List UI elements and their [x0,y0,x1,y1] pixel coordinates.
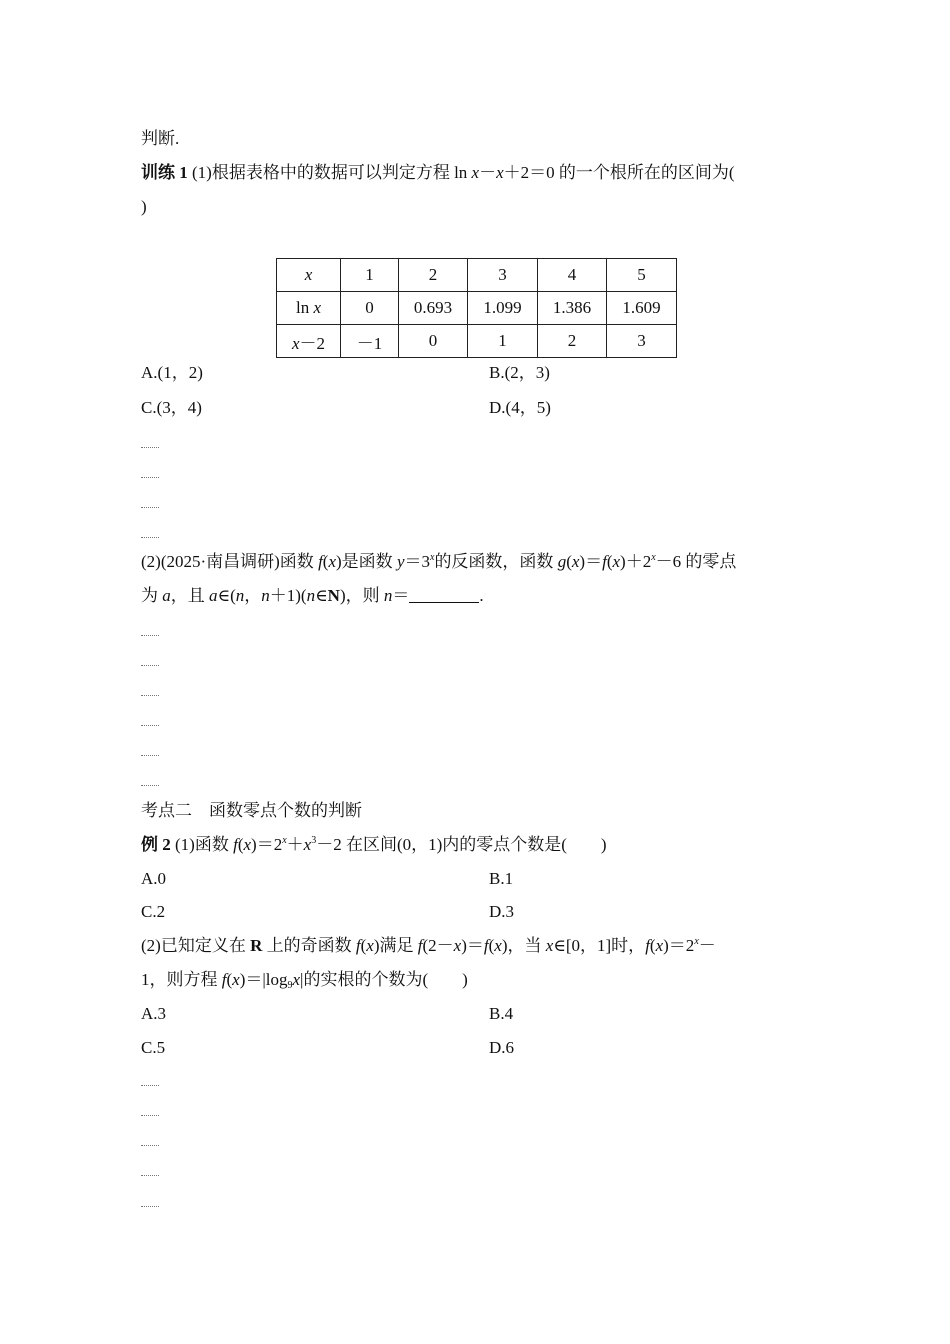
answer-dotted-line [141,477,159,478]
answer-dotted-line [141,1206,159,1207]
training-1-question-2-line-1: (2)(2025·南昌调研)函数 f(x)是函数 $y=3^x$的反函数，函数 $g(x)=f(x)+2^x-6$ 的零点 [141,552,737,571]
answer-dotted-line [141,1145,159,1146]
table-cell: 2 [538,325,607,358]
option-d: D.(4，5) [489,398,551,417]
example-label: 例 2 [141,835,171,854]
table-row [277,259,677,292]
table-cell: 1 [468,325,538,358]
training-1-question-1: 训练 1 (1)根据表格中的数据可以判定方程 ln x－x＋2＝0 的一个根所在的区间为( [141,163,735,182]
option-a: A.(1，2) [141,363,203,382]
table-cell: 3 [607,325,677,358]
table-cell: 1 [341,259,399,292]
option-d: D.6 [489,1038,515,1057]
table-cell: 5 [607,259,677,292]
training-1-question-1-close: ) [141,197,147,216]
table-cell: 0 [341,292,399,325]
table-cell: x－2 [277,325,341,358]
table-cell: ln x [277,292,341,325]
paragraph-judgement: 判断. [141,129,180,148]
option-d: D.3 [489,902,515,921]
answer-dotted-line [141,1175,159,1176]
table-cell: 0.693 [399,292,468,325]
option-a: A.0 [141,869,167,888]
example-2-question-2-line-1: (2)已知定义在 R 上的奇函数 f(x)满足 f(2－x)＝f(x)，当 x∈[0，1]时，$f(x)=2^x-$ [141,936,716,955]
answer-dotted-line [141,447,159,448]
option-c: C.2 [141,902,166,921]
option-b: B.(2，3) [489,363,550,382]
option-b: B.4 [489,1004,514,1023]
table-cell: 3 [468,259,538,292]
answer-dotted-line [141,507,159,508]
answer-dotted-line [141,635,159,636]
table-cell: 0 [399,325,468,358]
example-2-question-1: 例 2 (1)函数 $f(x)=2^x+x^3-2$ 在区间(0，1)内的零点个数是( ) [141,835,607,854]
option-a: A.3 [141,1004,167,1023]
table-cell: －1 [341,325,399,358]
answer-dotted-line [141,665,159,666]
value-table [276,258,677,358]
answer-dotted-line [141,537,159,538]
answer-dotted-line [141,1085,159,1086]
table-cell: 4 [538,259,607,292]
table-row [277,292,677,325]
table-cell: 1.099 [468,292,538,325]
training-1-question-2-line-2: 为 a，且 a∈(n，n＋1)(n∈N)，则 n＝ . [141,586,484,605]
answer-dotted-line [141,1115,159,1116]
option-c: C.5 [141,1038,166,1057]
table-cell: 1.609 [607,292,677,325]
section-2-title: 考点二 函数零点个数的判断 [141,801,362,820]
answer-dotted-line [141,725,159,726]
fill-in-blank[interactable] [409,586,479,603]
table-cell: 2 [399,259,468,292]
option-c: C.(3，4) [141,398,202,417]
table-cell: x [277,259,341,292]
answer-dotted-line [141,695,159,696]
table-row [277,325,677,358]
table-cell: 1.386 [538,292,607,325]
answer-dotted-line [141,785,159,786]
example-2-question-2-line-2: 1，则方程 $f(x)=|\log_9x|$的实根的个数为( ) [141,970,468,991]
option-b: B.1 [489,869,514,888]
training-label: 训练 1 [141,163,188,182]
answer-dotted-line [141,755,159,756]
